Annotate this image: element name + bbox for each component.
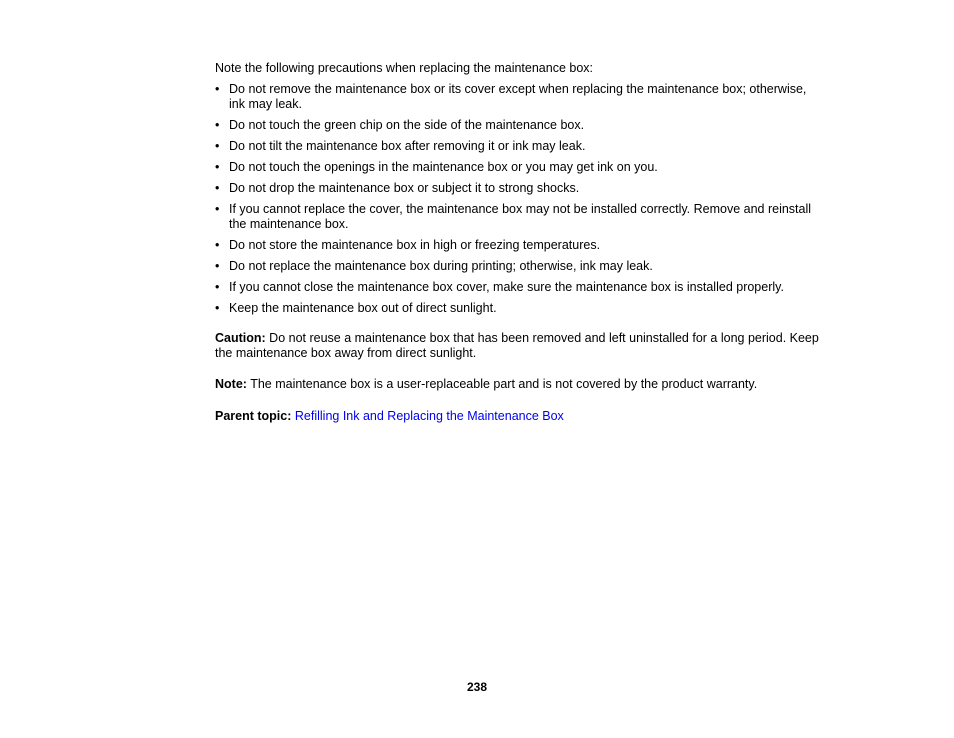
list-item [215, 280, 820, 295]
list-item-text: Do not tilt the maintenance box after removing it or ink may leak. [229, 139, 586, 153]
precautions-list [215, 82, 820, 316]
list-item [215, 139, 820, 154]
list-item-text: Do not remove the maintenance box or its cover except when replacing the maintenance box; otherwise, ink may leak. [229, 82, 807, 111]
bullet: • [215, 202, 220, 216]
list-item [215, 82, 820, 112]
bullet: • [215, 160, 220, 174]
bullet: • [215, 238, 220, 252]
bullet: • [215, 301, 220, 315]
list-item-text: If you cannot replace the cover, the maintenance box may not be installed correctly. Remove and reinstall the maintenance box. [229, 202, 812, 231]
list-item [215, 238, 820, 253]
bullet: • [215, 181, 220, 195]
list-item-text: Do not touch the openings in the maintenance box or you may get ink on you. [229, 160, 658, 174]
bullet: • [215, 139, 220, 153]
bullet: • [215, 82, 220, 96]
list-item-text: If you cannot close the maintenance box cover, make sure the maintenance box is installed properly. [229, 280, 784, 294]
list-item [215, 202, 820, 232]
list-item-text: Do not replace the maintenance box during printing; otherwise, ink may leak. [229, 259, 653, 273]
list-item-text: Do not store the maintenance box in high or freezing temperatures. [229, 238, 601, 252]
note-text: The maintenance box is a user-replaceable part and is not covered by the product warranty. [246, 377, 758, 391]
page-number: 238 [466, 680, 488, 694]
note-paragraph [215, 377, 820, 392]
bullet: • [215, 280, 220, 294]
caution-paragraph [215, 331, 820, 361]
intro-text: Note the following precautions when replacing the maintenance box: [215, 61, 594, 75]
bullet: • [215, 259, 220, 273]
list-item [215, 259, 820, 274]
list-item [215, 181, 820, 196]
list-item-text: Do not drop the maintenance box or subject it to strong shocks. [229, 181, 580, 195]
parent-topic-link[interactable]: Refilling Ink and Replacing the Maintenance Box [294, 409, 564, 423]
parent-topic [215, 409, 820, 424]
bullet: • [215, 118, 220, 132]
document-body [215, 61, 820, 424]
list-item [215, 118, 820, 133]
note-label: Note: [215, 377, 247, 391]
parent-topic-label: Parent topic: [215, 409, 292, 423]
caution-text: Do not reuse a maintenance box that has been removed and left uninstalled for a long period. Keep the maintenance box away from direct sunlight. [215, 331, 819, 360]
caution-label: Caution: [215, 331, 266, 345]
list-item-text: Keep the maintenance box out of direct sunlight. [229, 301, 497, 315]
list-item [215, 301, 820, 316]
list-item [215, 160, 820, 175]
list-item-text: Do not touch the green chip on the side of the maintenance box. [229, 118, 585, 132]
